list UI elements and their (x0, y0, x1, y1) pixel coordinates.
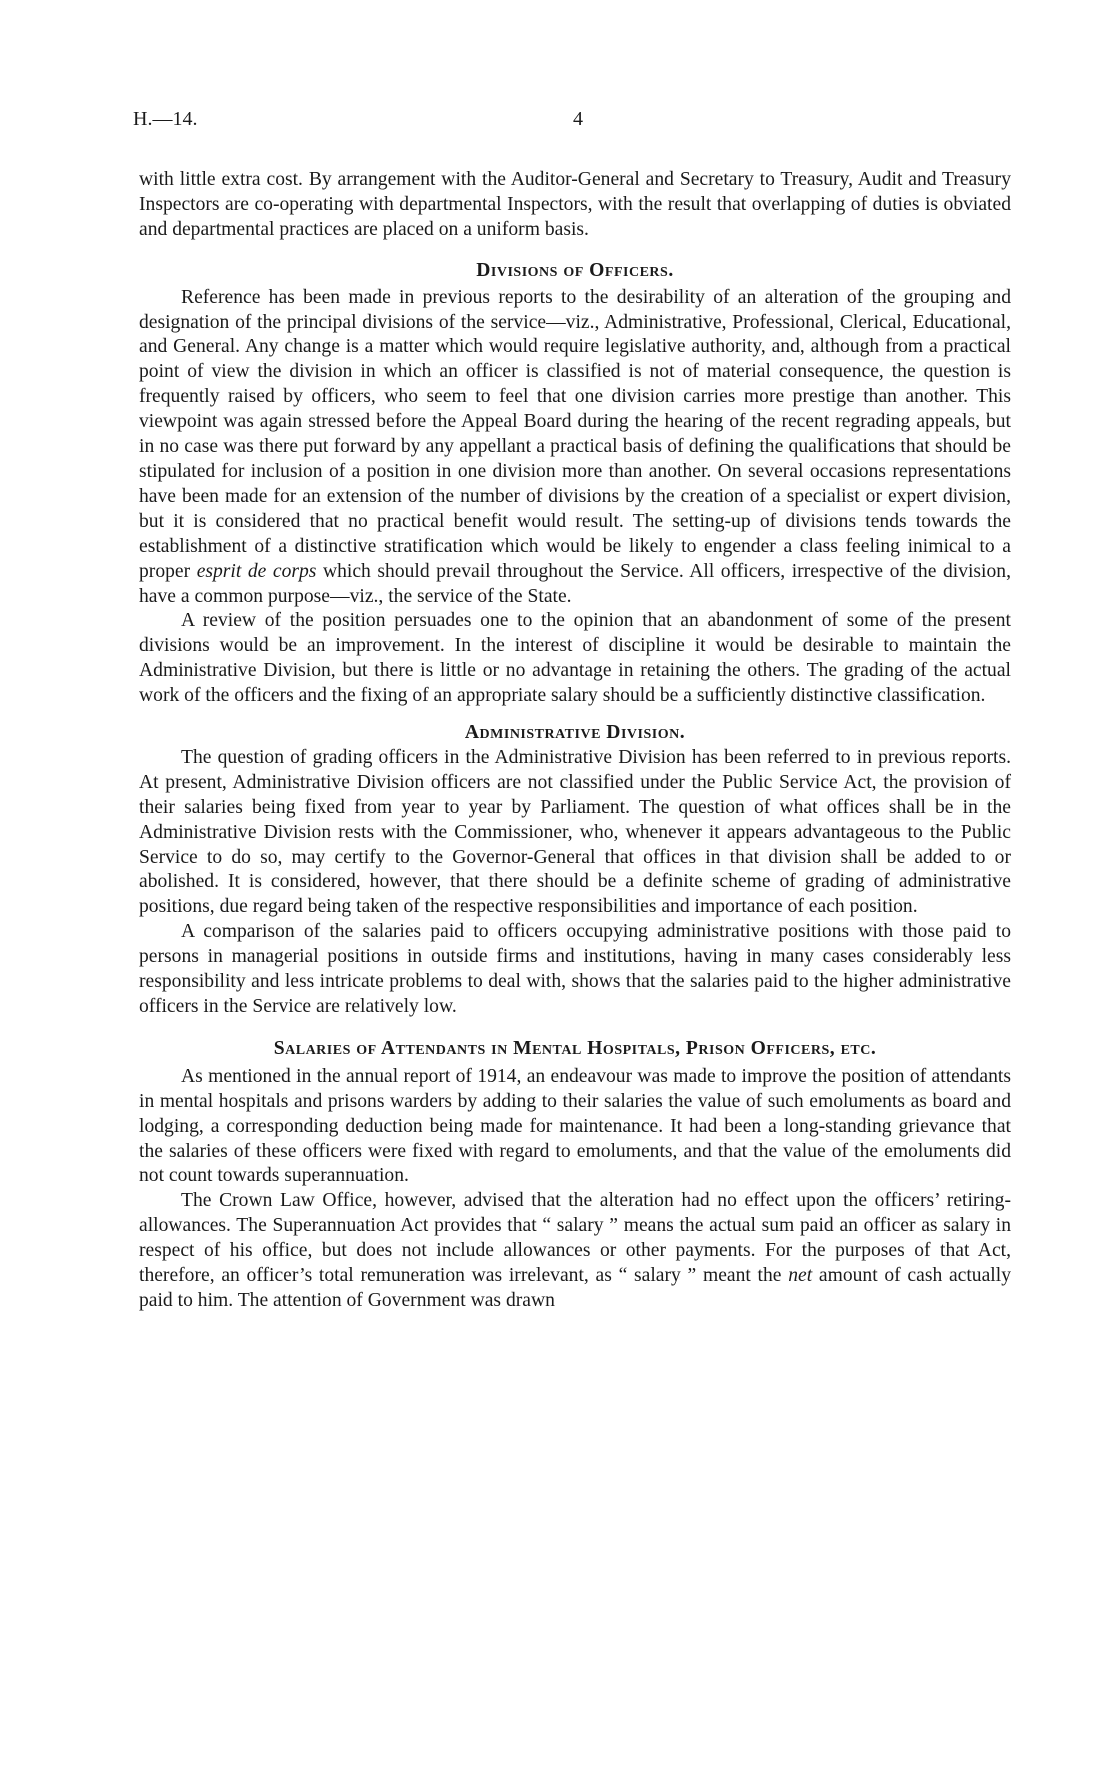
italic-word: net (788, 1265, 813, 1287)
paragraph-divisions-2: A review of the position persuades one to the opinion that an abandonment of some of the present divisions would be an improvement. In the interest of discipline it would be desirable to maintain the Administrative Division, but there is little or no advantage in retaining the others. The grading of the actual work of the officers and the fixing of an appropriate salary should be a sufficiently distinctive classification. (139, 610, 1011, 707)
text-run: The Crown Law Office, however, advised that the alteration had no effect upon the officers’ retiring-allowances. The Superannuation Act provides that “ salary ” means the actual sum paid an officer as salary in respect of his office, but does not include allowances or other payments. For the purposes of that Act, therefore, an officer’s total remuneration was irrelevant, as “ salary ” meant the (139, 1190, 1011, 1287)
page-number: 4 (573, 108, 583, 130)
paragraph-continuation: with little extra cost. By arrangement with the Auditor-General and Secretary to Treasury, Audit and Treasury Inspectors are co-operating with departmental Inspectors, with the result that overlapping of duties is obviated and departmental practices are placed on a uniform basis. (139, 169, 1011, 240)
section-heading-divisions: Divisions of Officers. (476, 259, 674, 281)
text-run: which should prevail throughout the Service. All officers, irrespective of the division, have a common purpose—viz., the service of the State. (139, 560, 1011, 607)
section-heading-administrative: Administrative Division. (464, 722, 686, 744)
paragraph-administrative-2: A comparison of the salaries paid to officers occupying administrative positions with those paid to persons in managerial positions in outside firms and institutions, having in many cases considerably less responsibility and less intricate problems to deal with, shows that the salaries paid to the higher administrative officers in the Service are relatively low. (139, 921, 1011, 1017)
text-run: Reference has been made in previous reports to the desirability of an alteration of the grouping and designation of the principal divisions of the service—viz., Administrative, Professional, Clerical, Educational, and General. Any change is a matter which would require legislative authority, and, although from a practical point of view the division in which an officer is classified is not of material consequence, the question is frequently raised by officers, who seem to feel that one division carries more prestige than another. This viewpoint was again stressed before the Appeal Board during the hearing of the recent regrading appeals, but in no case was there put forward by any appellant a practical basis of defining the qualifications that should be stipulated for inclusion of a position in one division more than another. On several occasions representations have been made for an extension of the number of divisions by the creation of a specialist or expert division, but it is considered that no practical benefit would result. The setting-up of divisions tends towards the establishment of a distinctive stratification which would be likely to engender a class feeling inimical to a proper (139, 286, 1011, 582)
document-code: H.—14. (133, 108, 198, 130)
italic-phrase: esprit de corps (196, 560, 317, 582)
paragraph-salaries-2 (139, 1189, 1011, 1314)
paragraph-salaries-1: As mentioned in the annual report of 1914, an endeavour was made to improve the position of attendants in mental hospitals and prisons warders by adding to their salaries the value of such emoluments as board and lodging, a corresponding deduction being made for maintenance. It had been a long-standing grievance that the salaries of these officers were fixed with regard to emoluments, and that the value of the emoluments did not count towards superannuation. (139, 1065, 1011, 1187)
paragraph-divisions-1 (139, 286, 1011, 610)
paragraph-administrative-1: The question of grading officers in the Administrative Division has been referred to in previous reports. At present, Administrative Division officers are not classified under the Public Service Act, the provision of their salaries being fixed from year to year by Parliament. The question of what offices shall be in the Administrative Division rests with the Commissioner, who, whenever it appears advantageous to the Public Service to do so, may certify to the Governor-General that offices in that division shall be added to or abolished. It is considered, however, that there should be a definite scheme of grading of administrative positions, due regard being taken of the respective responsibilities and importance of each position. (139, 746, 1011, 918)
document-body (139, 168, 1011, 1314)
section-heading-salaries: Salaries of Attendants in Mental Hospitals, Prison Officers, etc. (273, 1037, 877, 1059)
text-run: amount of cash actually paid to him. The attention of Government was drawn (139, 1265, 1011, 1311)
page-header (133, 108, 1013, 138)
